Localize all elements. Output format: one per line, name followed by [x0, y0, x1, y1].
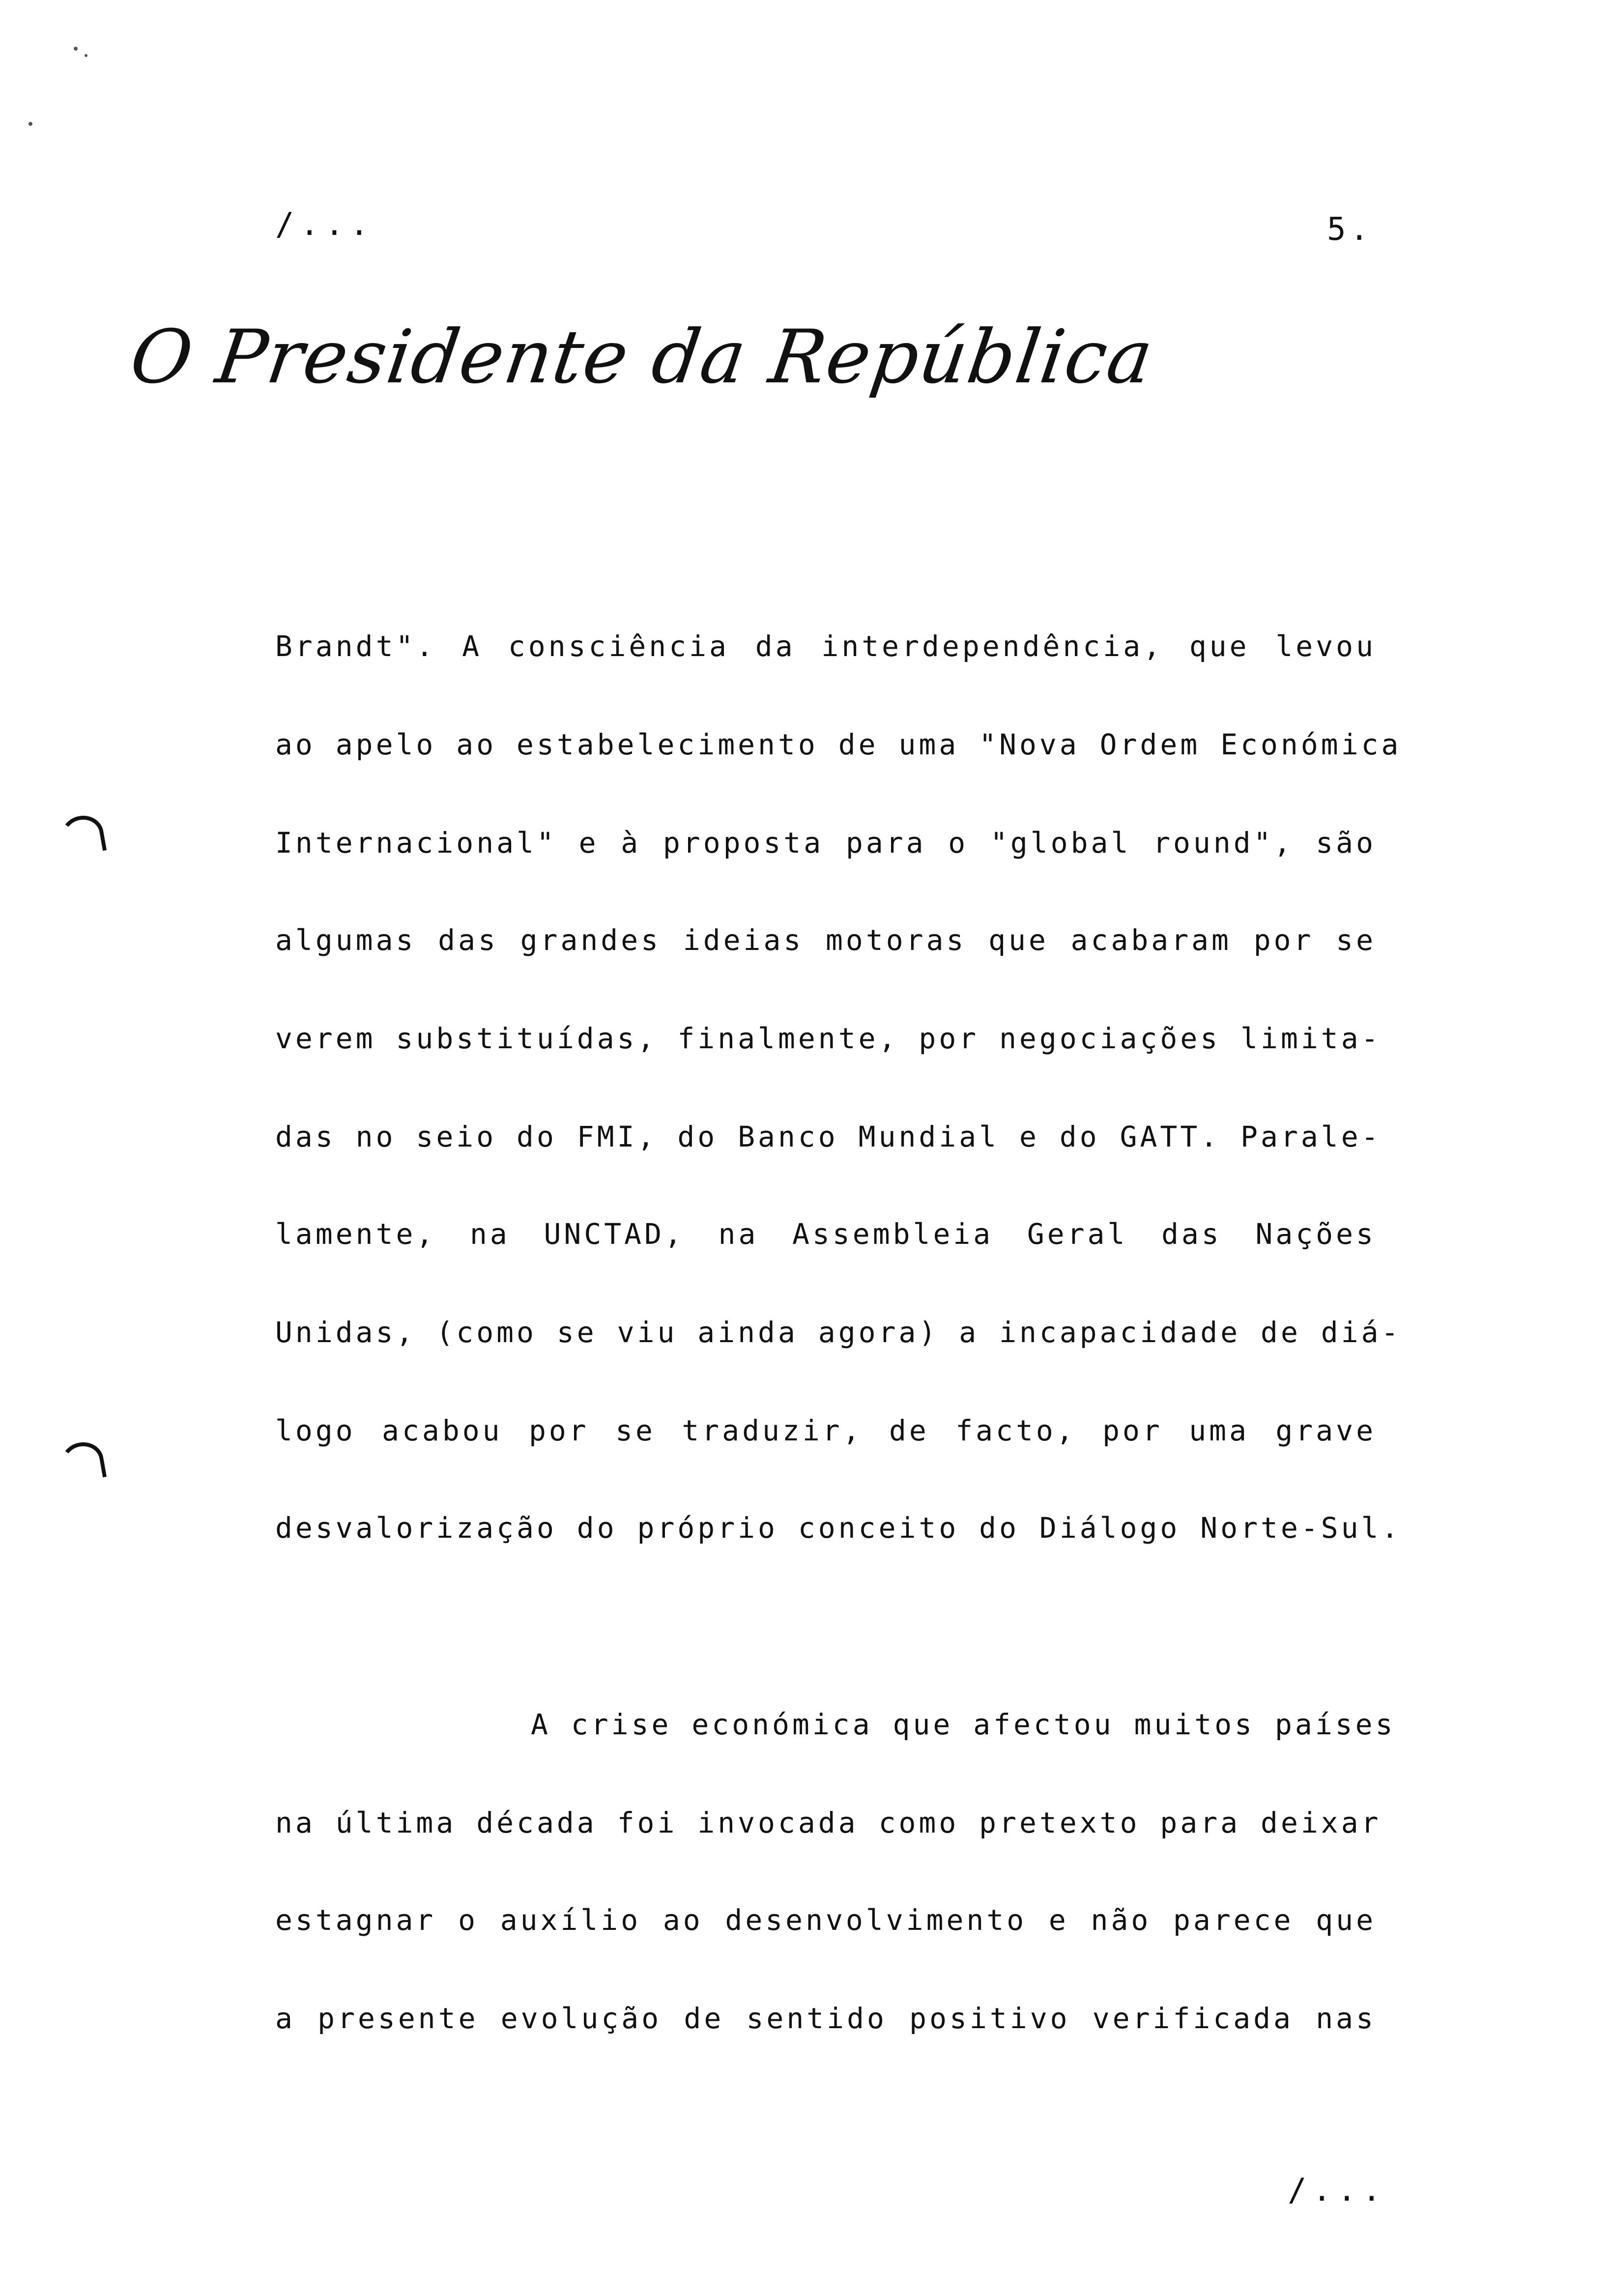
text-line: verem substituídas, finalmente, por negociações limita- — [275, 1022, 1382, 1055]
paragraph-first-line: A crise económica que afectou muitos países — [531, 1708, 1396, 1741]
text-line: Unidas, (como se viu ainda agora) a incapacidade de diá- — [275, 1316, 1402, 1349]
text-line: estagnar o auxílio ao desenvolvimento e não parece que — [275, 1903, 1376, 1937]
text-line: ao apelo ao estabelecimento de uma "Nova Ordem Económica — [275, 728, 1402, 761]
text-line: logo acabou por se traduzir, de facto, por uma grave — [275, 1414, 1376, 1447]
text-line: na última década foi invocada como pretexto para deixar — [275, 1806, 1382, 1839]
text-line: lamente, na UNCTAD, na Assembleia Geral das Nações — [275, 1217, 1376, 1251]
text-line: das no seio do FMI, do Banco Mundial e do GATT. Parale- — [275, 1120, 1382, 1153]
text-line: a presente evolução de sentido positivo verificada nas — [275, 2002, 1376, 2035]
text-line: Internacional" e à proposta para o "global round", são — [275, 826, 1376, 860]
continuation-mark-bottom: /... — [1288, 2172, 1387, 2209]
scan-speck — [29, 122, 32, 126]
scan-speck — [85, 54, 87, 57]
text-line: Brandt". A consciência da interdependência, que levou — [275, 630, 1376, 663]
continuation-mark-top: /... — [275, 206, 375, 243]
text-line: desvalorização do próprio conceito do Diálogo Norte-Sul. — [275, 1511, 1402, 1545]
page-number: 5. — [1327, 211, 1373, 248]
letterhead-title: O Presidente da República — [125, 315, 1159, 400]
binding-hole-mark — [58, 1439, 107, 1484]
text-line: algumas das grandes ideias motoras que acabaram por se — [275, 923, 1376, 957]
scan-speck — [74, 47, 78, 51]
binding-hole-mark — [58, 812, 107, 858]
